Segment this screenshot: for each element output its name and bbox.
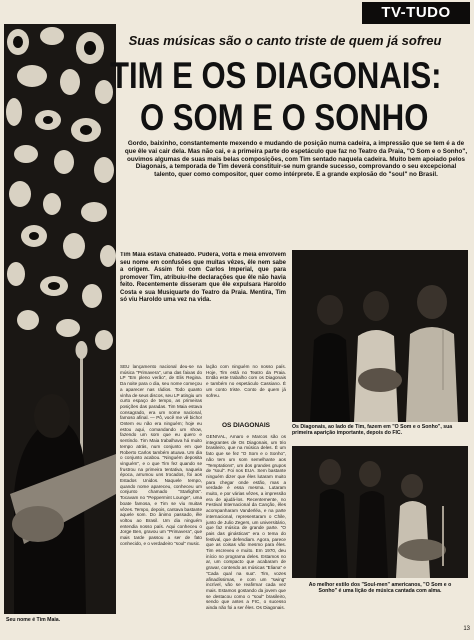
subhead-os-diagonais: OS DIAGONAIS — [221, 422, 271, 429]
headline-line-1: TIM E OS DIAGONAIS: — [110, 55, 442, 96]
body-column-1: SEU lançamento nacional deu-se na música "Primavera", uma das faixas do LP "Em pleno verão", de Elis Regina. Da noite para o dia, seu nome começou a aparecer nas rádios. Todo quanto vinha de seus discos, seu LP atingiu um curto espaço de tempo, as primeiras posições das paradas. Tim Maia estava consagrado, era um nome nacional, famoso afinal. — Pô, você me vê bicho! Ontem eu não era ninguém; hoje eu estou aqui, comandando um show, fazendo um som que eu quero e sentindo. Tim Maia trabalhava há muito tempo atrás, num conjunto em que Roberto Carlos também atuava. Um dia o conjunto acabou. "Ninguém deposita vinguém", e o que Tim fez quando se frustrou na primeira tentativa, naquela época, arrumou uns trocados, foi aos Estados Unidos. Naquele tempo, quando nome apareceu, conheceu um conjunto chamado "Starlights". Tocavam no "Peppermint Lounge", uma boate famosa, e Tim se viu muitas vêzes. Tempo, depois, cantava bastante aquele som. Do ânimo passado, êle voltou ao Brasil. Um dia ninguém entendia nosso país. Aqui conheceu o Jorge Ben, gravou um "Primavera", que mais tarde passou a ser de fato conhecido, e o verdadeiro "soul" music. — [120, 364, 202, 546]
headline-line-2: O SOM E O SONHO — [140, 97, 429, 138]
diagonais-photo-top-art — [292, 250, 468, 422]
section-tag: TV-TUDO — [362, 2, 470, 24]
diagonais-photo-bottom-art — [292, 446, 468, 578]
tim-maia-photo-art — [4, 24, 116, 614]
lead-paragraph: Tim Maia estava chateado. Pudera, volta e meia envolvem seu nome em confusões que muitas vêzes, êle nem sabe a origem. Assim foi com Carlos Imperial, que para promover Tim, atribuiu-lhe declarações que êle não havia feito. Recentemente disseram que êle expulsara Haroldo Costa e sua Musiquarte do Teatro da Praia. Mentira, Tim só viu Haroldo uma vez na vida. — [120, 252, 286, 303]
kicker: Suas músicas são o canto triste de quem já sofreu — [128, 33, 442, 48]
page-number: 13 — [463, 626, 470, 632]
body-column-2-top: lação com ninguém no nosso país. Hoje, Tim está no Teatro da Praia. Então este trabalho com os Diagonais e também no espetáculo Cassiano. É um conto triste. Conto de quem já sofreu. — [206, 364, 286, 398]
tim-maia-photo — [4, 24, 116, 614]
caption-right-top: Os Diagonais, ao lado de Tim, fazem em "O Som e o Sonho", sua primeira aparição importante, depois do FIC. — [292, 424, 453, 437]
caption-left: Seu nome é Tim Maia. — [6, 617, 61, 623]
body-column-2-bottom: GENIVAL, Amaro e Marcos são os integrantes de Os Diagonais, um trio brasileiro, que na música deles. É um fato que se fez "O Som e o Sonho", não tem um som semelhante aos "Temptations", um dos grandes grupos de "soul". Foi nos EUA. Sem bastante ninguém dizer que êles lutaram muito para chegar onde estão, mas a verdade é essa mesma. Lutaram muito, e por várias vêzes, a impressão era de ajudá-los. Recentemente, no Festival Internacional da Canção, êles acompanharam Vanderléa, e na parte internacional, representaram o Chile, junto de Julio Zegers, um universitário, que faz música de grande parte. "O pais das ginásticas" era o tema do festival, que defendiam. Agora, parece que as coisas vão mesmo para êles. Tim escreveu e muito. Em 1970, deu início no programa deles. Estamos no ar, um compacto que acabaram de gravar, contendo as músicas "Eliana" e "Cada qual na sua". Tim, vozes afinadíssimas, e com um "swing" incrível, vão se reafirmar cada vez mais. Estamos gostando da jovem que se destacou como o "soul" brasileiro, sendo que antes a FIC, o sucesso ainda não foi a ser êles. Os Diagonais. — [206, 434, 286, 611]
diagonais-photo-bottom — [292, 446, 468, 578]
diagonais-photo-top — [292, 250, 468, 422]
caption-right-bottom: Ao melhor estilo dos "Soul-men" americanos, "O Som e o Sonho" é uma lição de música cantada com alma. — [308, 582, 452, 595]
intro-paragraph: Gordo, baixinho, constantemente mexendo e mudando de posição numa cadeira, a impressão que se tem é a de que êle vai cair dela. Mas não cai, e a primeira parte do espetáculo que faz no Teatro da Praia, "O Som e o Sonho", ouvimos algumas de suas mais belas composições, com Tim sentado naquela cadeira. Muito bem apoiado pelos Diagonais, a temporada de Tim deverá constituir-se num grande sucesso, comprovando o seu excepcional talento, quer como compositor, quer como intérprete. E a grande explosão do "soul" no Brasil. — [124, 140, 468, 179]
